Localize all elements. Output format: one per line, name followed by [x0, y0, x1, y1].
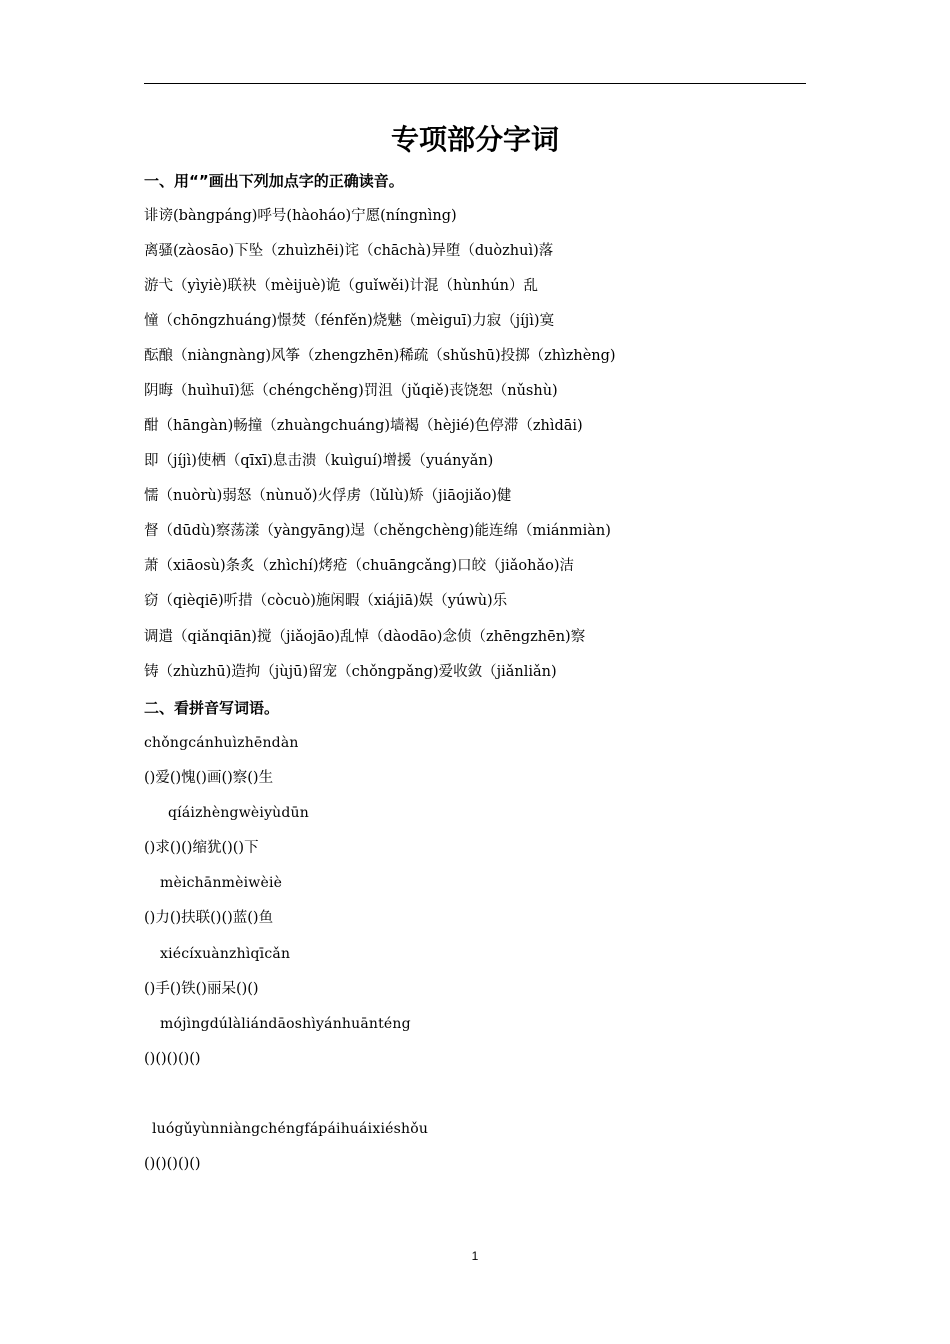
page-number: 1: [471, 1249, 479, 1263]
exercise-line: 督（dūdù)察荡漾（yàngyāng)逞（chěngchèng)能连绵（miánmiàn): [144, 523, 611, 539]
word-blanks: ()求()()缩犹()()下: [144, 840, 259, 856]
exercise-line: 游弋（yìyiè)联袂（mèijuè)诡（guǐwěi)计混（hùnhún）乱: [144, 278, 539, 294]
exercise-line: 即（jíjì)使栖（qīxī)息击溃（kuìguí)增援（yuányǎn): [144, 453, 494, 469]
exercise-line: 酝酿（niàngnàng)风筝（zhengzhēn)稀疏（shǔshū)投掷（zhìzhèng): [144, 348, 616, 364]
exercise-line: 阴晦（huìhuī)惩（chéngchěng)罚沮（jǔqiě)丧饶恕（nǔshù): [144, 383, 558, 399]
word-blanks: ()()()()(): [144, 1156, 201, 1172]
page-title: 专项部分字词: [390, 123, 559, 156]
pinyin-prompt: mójìngdúlàliándāoshìyánhuānténg: [160, 1016, 411, 1032]
exercise-line: 酣（hāngàn)畅撞（zhuàngchuáng)墙褐（hèjié)色停滞（zhìdāi): [144, 418, 583, 434]
exercise-line: 憧（chōngzhuáng)憬焚（fénfěn)烧魅（mèiguī)力寂（jíjì)寞: [144, 313, 555, 329]
word-blanks: ()手()铁()丽呆()(): [144, 981, 259, 997]
exercise-line: 调遣（qiǎnqiān)搅（jiǎojāo)乱悼（dàodāo)念侦（zhēngzhēn)察: [144, 629, 586, 645]
pinyin-prompt: qíáizhèngwèiyùdūn: [168, 805, 309, 821]
word-blanks: ()爱()愧()画()察()生: [144, 770, 274, 786]
section2-heading: 二、看拼音写词语。: [144, 699, 280, 717]
exercise-line: 窃（qièqiē)听措（còcuò)施闲暇（xiájiā)娱（yúwù)乐: [144, 593, 508, 609]
pinyin-prompt: chǒngcánhuìzhēndàn: [144, 735, 299, 751]
pinyin-prompt: mèichānmèiwèiè: [160, 875, 283, 891]
exercise-line: 萧（xiāosù)条炙（zhìchí)烤疮（chuāngcǎng)口皎（jiǎohǎo)洁: [144, 558, 574, 574]
header-rule: [144, 83, 806, 84]
word-blanks: ()()()()(): [144, 1051, 201, 1067]
exercise-line: 懦（nuòrù)弱怒（nùnuǒ)火俘虏（lǔlù)矫（jiāojiǎo)健: [144, 488, 512, 504]
exercise-line: 诽谤(bàngpáng)呼号(hàoháo)宁愿(níngnìng): [144, 208, 457, 224]
pinyin-prompt: luógǔyùnniàngchéngfápáihuáixiéshǒu: [152, 1121, 429, 1137]
pinyin-prompt: xiécíxuànzhìqīcǎn: [160, 946, 291, 962]
exercise-line: 铸（zhùzhū)造拘（jùjū)留宠（chǒngpǎng)爱收敛（jiǎnliǎn): [144, 664, 557, 680]
word-blanks: ()力()扶联()()蓝()鱼: [144, 910, 274, 926]
section1-heading: 一、用“”画出下列加点字的正确读音。: [144, 172, 404, 190]
exercise-line: 离骚(zàosāo)下坠（zhuìzhēi)诧（chāchà)异堕（duòzhuì)落: [144, 243, 554, 259]
